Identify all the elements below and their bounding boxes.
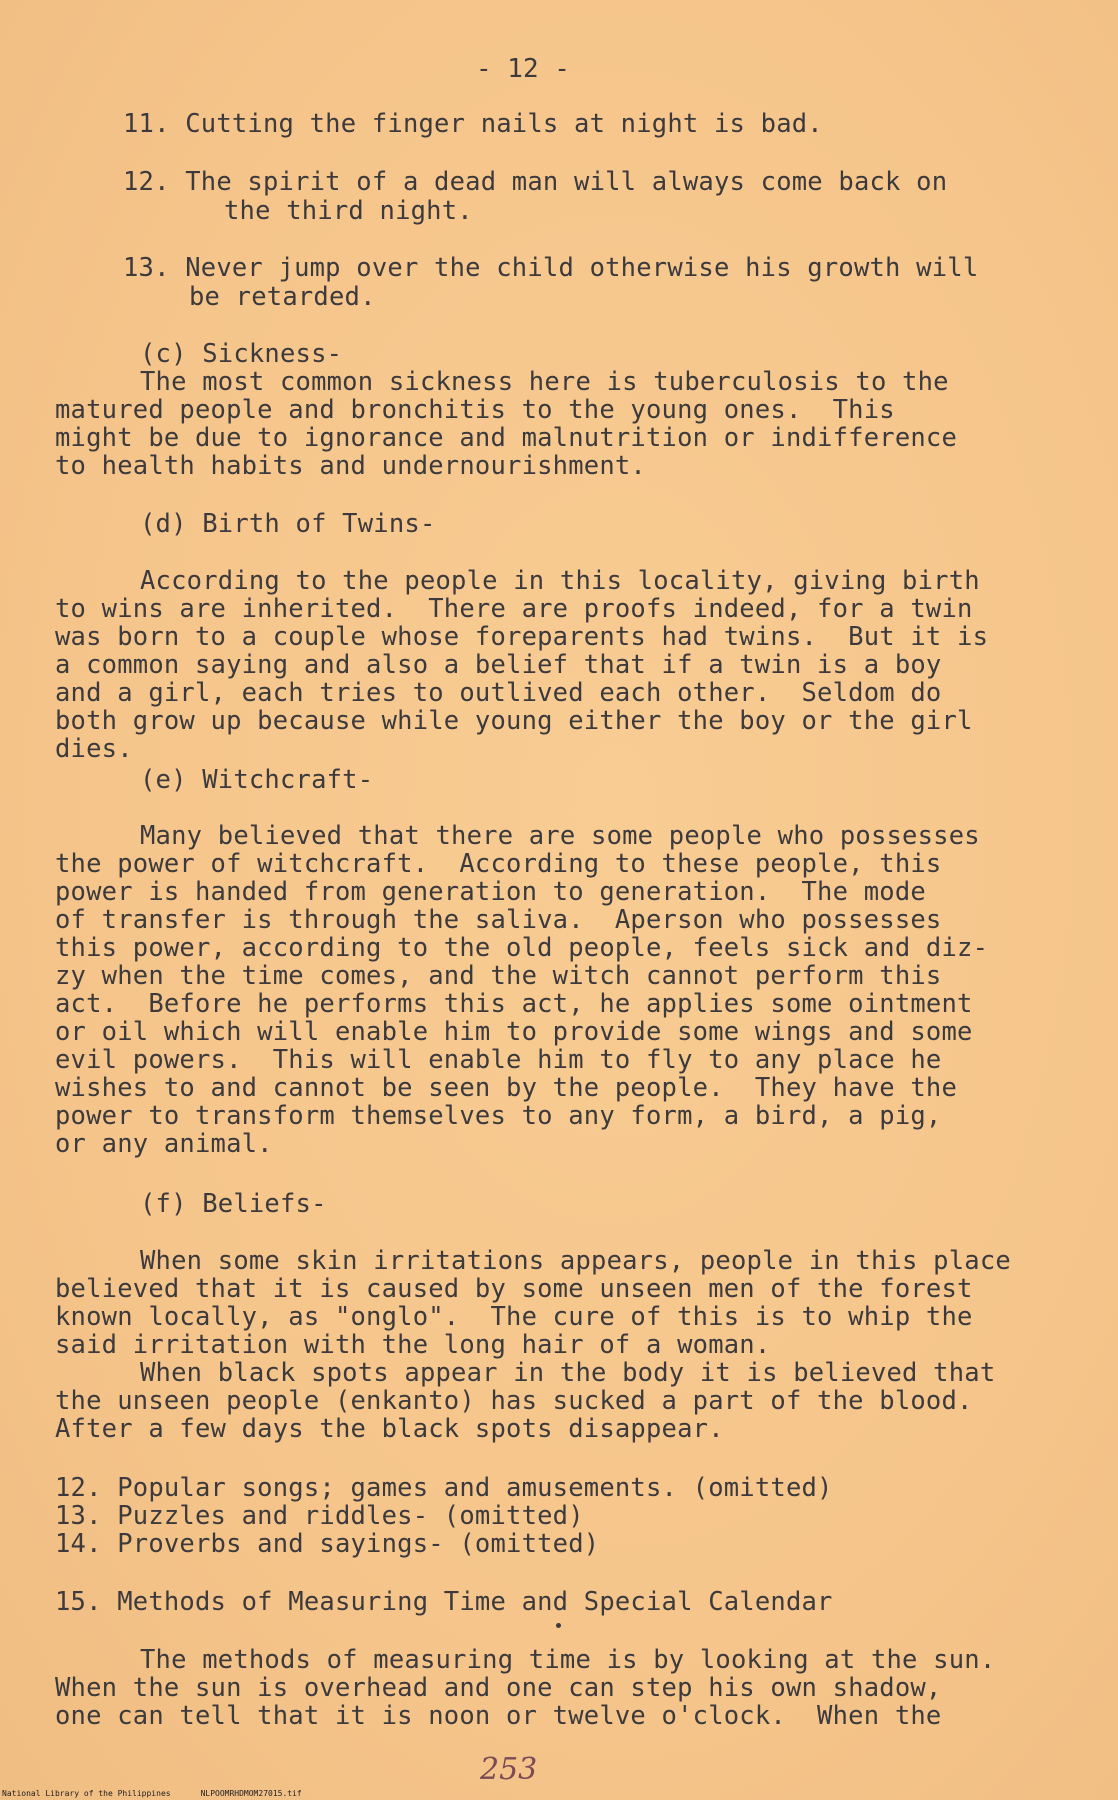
paragraph-line: believed that it is caused by some unseen men of the forest — [55, 1274, 973, 1304]
paragraph-line: power is handed from generation to generation. The mode — [55, 877, 926, 907]
footer-file-id: NLPOOMRHDMOM27015.tif — [200, 1789, 302, 1798]
list-item-12: 12. The spirit of a dead man will always come back on — [123, 167, 948, 197]
section-heading-witchcraft: (e) Witchcraft- — [140, 765, 374, 795]
paragraph-line: known locally, as "onglo". The cure of this is to whip the — [55, 1302, 973, 1332]
footer — [2, 1789, 332, 1798]
paragraph-line: a common saying and also a belief that if a twin is a boy — [55, 650, 942, 680]
paragraph-line: act. Before he performs this act, he applies some ointment — [55, 989, 973, 1019]
paragraph-line: After a few days the black spots disappear. — [55, 1414, 724, 1444]
section-heading-time: 15. Methods of Measuring Time and Special Calendar — [55, 1587, 833, 1617]
paragraph-line: Many believed that there are some people who possesses — [140, 821, 980, 851]
list-item-popular-songs: 12. Popular songs; games and amusements. (omitted) — [55, 1473, 833, 1503]
paragraph-line: of transfer is through the saliva. Aperson who possesses — [55, 905, 942, 935]
page-number: - 12 - — [476, 54, 570, 84]
paragraph-line: The most common sickness here is tuberculosis to the — [140, 367, 949, 397]
paragraph-line: evil powers. This will enable him to fly to any place he — [55, 1045, 942, 1075]
list-item-11: 11. Cutting the finger nails at night is bad. — [123, 109, 823, 139]
paragraph-line: and a girl, each tries to outlived each other. Seldom do — [55, 678, 942, 708]
paragraph-line: dies. — [55, 734, 133, 764]
paragraph-line: According to the people in this locality, giving birth — [140, 566, 980, 596]
list-item-12-cont: the third night. — [224, 196, 473, 226]
list-item-13-cont: be retarded. — [189, 282, 376, 312]
paragraph-line: the power of witchcraft. According to these people, this — [55, 849, 942, 879]
paragraph-line: said irritation with the long hair of a woman. — [55, 1330, 771, 1360]
paragraph-line: to health habits and undernourishment. — [55, 451, 646, 481]
paragraph-line: the unseen people (enkanto) has sucked a part of the blood. — [55, 1386, 973, 1416]
paragraph-line: was born to a couple whose foreparents had twins. But it is — [55, 622, 989, 652]
paragraph-line: to wins are inherited. There are proofs indeed, for a twin — [55, 594, 973, 624]
paragraph-line: When some skin irritations appears, people in this place — [140, 1246, 1011, 1276]
list-item-puzzles: 13. Puzzles and riddles- (omitted) — [55, 1501, 584, 1531]
paragraph-line: matured people and bronchitis to the young ones. This — [55, 395, 895, 425]
paragraph-line: or any animal. — [55, 1129, 273, 1159]
paragraph-line: or oil which will enable him to provide some wings and some — [55, 1017, 973, 1047]
paragraph-line: zy when the time comes, and the witch cannot perform this — [55, 961, 942, 991]
paragraph-line: The methods of measuring time is by looking at the sun. — [140, 1645, 996, 1675]
paragraph-line: one can tell that it is noon or twelve o'clock. When the — [55, 1701, 942, 1731]
list-item-13: 13. Never jump over the child otherwise his growth will — [123, 253, 979, 283]
paragraph-line: When the sun is overhead and one can step his own shadow, — [55, 1673, 942, 1703]
list-item-proverbs: 14. Proverbs and sayings- (omitted) — [55, 1529, 600, 1559]
section-heading-sickness: (c) Sickness- — [140, 339, 343, 369]
ink-mark — [556, 1623, 561, 1628]
paragraph-line: this power, according to the old people, feels sick and diz- — [55, 933, 989, 963]
section-heading-beliefs: (f) Beliefs- — [140, 1189, 327, 1219]
paragraph-line: both grow up because while young either the boy or the girl — [55, 706, 973, 736]
paragraph-line: might be due to ignorance and malnutrition or indifference — [55, 423, 958, 453]
footer-library: National Library of the Philippines — [2, 1789, 171, 1798]
paragraph-line: When black spots appear in the body it is believed that — [140, 1358, 996, 1388]
section-heading-twins: (d) Birth of Twins- — [140, 509, 436, 539]
paragraph-line: power to transform themselves to any form, a bird, a pig, — [55, 1101, 942, 1131]
paragraph-line: wishes to and cannot be seen by the people. They have the — [55, 1073, 958, 1103]
handwritten-page-number: 253 — [480, 1752, 538, 1787]
